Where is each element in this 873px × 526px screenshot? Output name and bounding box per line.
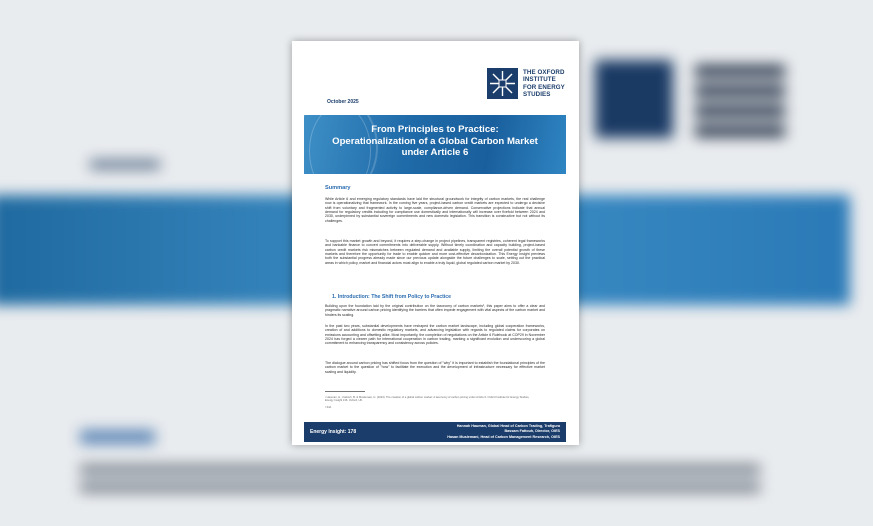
summary-paragraph-2: To support this market growth and beyond, it requires a step-change in project pipelines, transparent registries, coherent legal frameworks and bankable finance to convert commitments into deliverable supply. Without timely coordination and capacity building, project-based carbon credit markets risk mismatches between regulated demand and available supply, limiting the overall potential growth of these markets and therefore the opportunity for trade to enable quicker and more cost-effective decarbonization. This Energy Insight previews both the substantial progress already made since our previous update alongside the future challenges to scale, setting out the practical areas in which policy, market and financial actors must align to enable a truly liquid, global regulated carbon market by 2030. <box>325 239 545 265</box>
document-title <box>304 124 566 159</box>
background-summary-blur <box>80 430 155 444</box>
section-paragraph-3: The dialogue around carbon pricing has shifted focus from the question of "why" it is important to establish the foundational principles of the carbon market to the question of "how" to facilitate the execution and the development of infrastructure necessary for effective market scaling and liquidity. <box>325 361 545 374</box>
energy-insight-number: Energy Insight: 178 <box>310 429 357 435</box>
background-date-blur <box>90 160 160 169</box>
background-logo-blur <box>595 60 673 138</box>
section-paragraph-1: Building upon the foundation laid by the original contribution on the taxonomy of carbon markets¹, this paper aims to offer a clear and pragmatic narrative around carbon pricing identifying the barriers that often impede engagement with vital aspects of the carbon market and hinders its scaling. <box>325 304 545 317</box>
background-text-blur <box>80 465 760 501</box>
logo-text <box>523 69 565 99</box>
title-line: From Principles to Practice: <box>371 124 499 135</box>
publication-date: October 2025 <box>327 99 359 105</box>
logo-text-line: THE OXFORD <box>523 69 565 76</box>
section-paragraph-2: In the past two years, substantial developments have reshaped the carbon market landscape, including global cooperation frameworks, creation of and additions to domestic regulatory markets, and advancing legislation with regards to regulated claims for corporates on emissions accounting and offsetting alike. Most importantly, the completion of negotiations on the Article 6 Rulebook at COP29 in November 2024 has forged a clearer path for international cooperation in carbon trading, marking a significant evolution and underscoring a global commitment to enhancing transparency and consistency across policies. <box>325 324 545 346</box>
title-line: Operationalization of a Global Carbon Market <box>332 135 538 147</box>
footnote-2: ² Ibid. <box>325 406 332 409</box>
footnote-1: ¹ Hauman, H., Fattouh, B. & Muslemani, H. (2023). The creation of a global carbon market: A taxonomy of carbon pricing under Article 6. Oxford Institute for Energy Studies, Energy Insight 136. Oxford, UK. <box>325 396 530 403</box>
logo-text-line: FOR ENERGY <box>523 83 565 91</box>
page-footer <box>304 422 566 442</box>
logo-text-line: STUDIES <box>523 91 551 99</box>
author-list <box>447 424 560 440</box>
oxford-institute-logo-icon <box>487 68 518 99</box>
author-line: Bassam Fattouh, Director, OIES <box>504 429 560 434</box>
footnote-divider <box>325 391 365 392</box>
logo-text-line: INSTITUTE <box>523 76 556 84</box>
background-logo-text-blur <box>695 65 785 145</box>
title-banner <box>304 115 566 174</box>
section-heading: 1. Introduction: The Shift from Policy to Practice <box>332 294 452 300</box>
author-line: Hasan Muslemani, Head of Carbon Management Research, OIES <box>447 434 560 439</box>
title-line: under Article 6 <box>401 147 469 158</box>
summary-heading: Summary <box>325 185 351 191</box>
document-page <box>292 41 579 445</box>
summary-paragraph-1: While Article 6 and emerging regulatory standards have laid the structural groundwork for integrity of carbon markets, the real challenge now is operationalizing that framework. In the coming five years, project-based carbon credit markets are expected to undergo a decisive shift from voluntary and fragmented activity to large-scale, compliance-driven demand. Conservative projections indicate that annual demand for regulatory credits including for compliance use domestically and internationally will increase over fivefold between 2024 and 2030, underpinned by substantial sovereign commitments and new domestic legislation. This transition is constructive but not without its challenges. <box>325 197 545 223</box>
author-line: Hannah Hauman, Global Head of Carbon Trading, Trafigura <box>456 424 560 428</box>
